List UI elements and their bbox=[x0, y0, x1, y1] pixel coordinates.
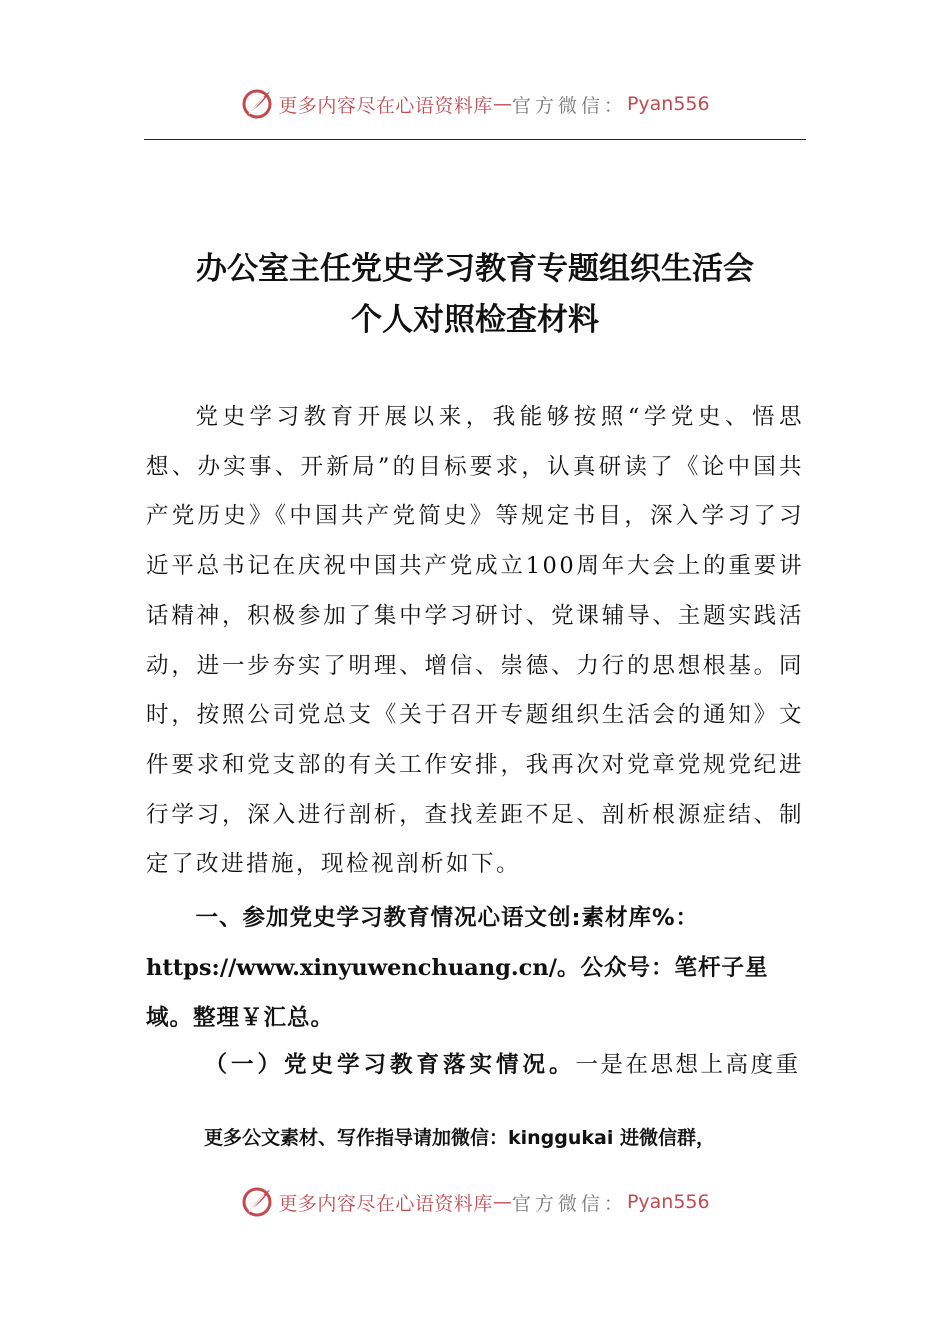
header-banner bbox=[0, 84, 950, 124]
quill-pen-logo-icon bbox=[240, 87, 274, 121]
footer-banner-text: 更多内容尽在心语资料库 bbox=[278, 1192, 493, 1215]
banner-dash: — bbox=[492, 93, 512, 115]
subsection-label: （一）党史学习教育落实情况。 bbox=[204, 1052, 576, 1078]
banner-wechat-id: Pyan556 bbox=[626, 93, 710, 115]
footer-banner-wechat-id: Pyan556 bbox=[626, 1191, 710, 1213]
footer-banner-dash: — bbox=[492, 1191, 512, 1213]
banner-official-label: 官方微信： bbox=[511, 94, 627, 117]
section-heading-url: https://www.xinyuwenchuang.cn/ bbox=[146, 955, 557, 981]
subsection-paragraph bbox=[146, 1040, 808, 1090]
header-divider bbox=[144, 139, 806, 140]
footer-banner-official-label: 官方微信： bbox=[511, 1192, 627, 1215]
footer-banner bbox=[0, 1182, 950, 1222]
section-heading-part2: 。公众号：笔杆子星域。整理￥汇总。 bbox=[146, 955, 769, 1031]
quill-pen-logo-icon bbox=[240, 1185, 274, 1219]
subsection-text: 一是在思想上高度重 bbox=[575, 1052, 801, 1078]
wechat-notice: 更多公文素材、写作指导请加微信：kinggukai 进微信群， bbox=[204, 1127, 715, 1149]
section-heading-part1: 一、参加党史学习教育情况心语文创:素材库%： bbox=[195, 905, 700, 931]
intro-paragraph: 党史学习教育开展以来，我能够按照“学党史、悟思想、办实事、开新局”的目标要求，认真研读了《论中国共产党历史》《中国共产党简史》等规定书目，深入学习了习近平总书记在庆祝中国共产党成立100周年大会上的重要讲话精神，积极参加了集中学习研讨、党课辅导、主题实践活动，进一步夯实了明理、增信、崇德、力行的思想根基。同时，按照公司党总支《关于召开专题组织生活会的通知》文件要求和党支部的有关工作安排，我再次对党章党规党纪进行学习，深入进行剖析，查找差距不足、剖析根源症结、制定了改进措施，现检视剖析如下。 bbox=[146, 404, 804, 878]
banner-text: 更多内容尽在心语资料库 bbox=[278, 94, 493, 117]
document-title-line-1: 办公室主任党史学习教育专题组织生活会 bbox=[196, 251, 754, 287]
section-heading bbox=[146, 893, 808, 1043]
document-title-line-2: 个人对照检查材料 bbox=[351, 302, 599, 338]
